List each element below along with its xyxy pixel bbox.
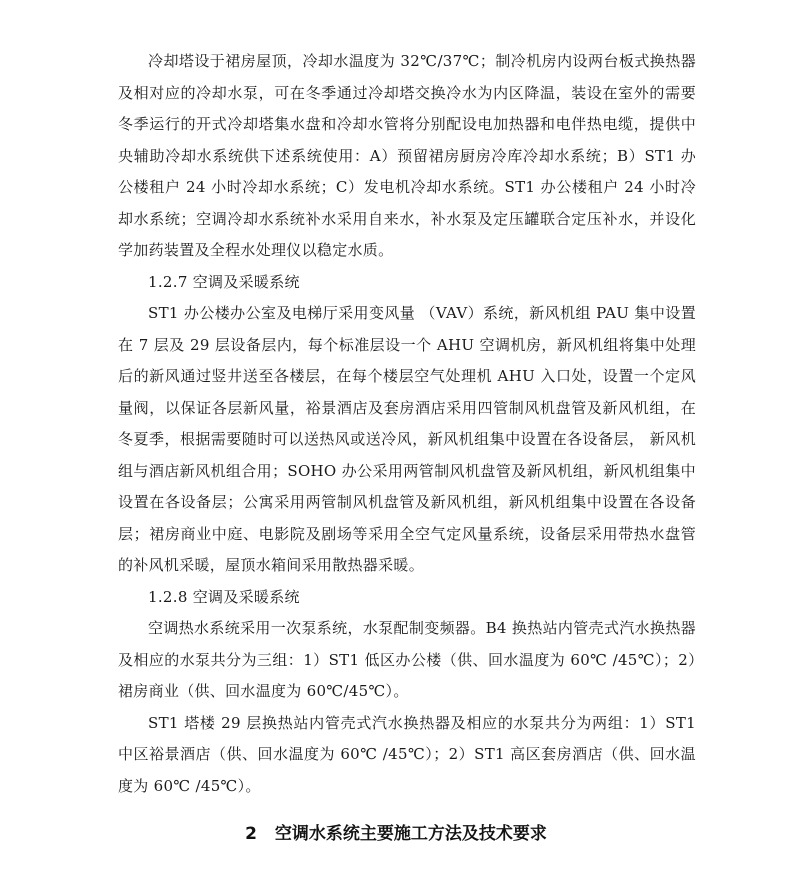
chapter-title: 空调水系统主要施工方法及技术要求 — [274, 824, 547, 844]
section-heading-1-2-7: 1.2.7 空调及采暖系统 — [148, 272, 300, 291]
paragraph-hot-water-29f: ST1 塔楼 29 层换热站内管壳式汽水换热器及相应的水泵共分为两组：1）ST1 中区裕景酒店（供、回水温度为 60℃ /45℃）；2）ST1 高区套房酒店（供、回水温度为 60℃ /45℃）。 — [118, 713, 696, 795]
paragraph-cooling-tower: 冷却塔设于裙房屋顶，冷却水温度为 32℃/37℃；制冷机房内设两台板式换热器及相对应的冷却水泵，可在冬季通过冷却塔交换冷水为内区降温，装设在室外的需要冬季运行的开式冷却塔集水盘和冷却水管将分别配设电加热器和电伴热电缆，提供中央辅助冷却水系统供下述系统使用：A）预留裙房厨房冷库冷却水系统；B）ST1 办公楼租户 24 小时冷却水系统；C）发电机冷却水系统。ST1 办公楼租户 24 小时冷却水系统；空调冷却水系统补水采用自来水，补水泵及定压罐联合定压补水，并设化学加药装置及全程水处理仪以稳定水质。 — [118, 52, 696, 259]
paragraph-hot-water-b4: 空调热水系统采用一次泵系统，水泵配制变频器。B4 换热站内管壳式汽水换热器及相应的水泵共分为三组：1）ST1 低区办公楼（供、回水温度为 60℃ /45℃）；2）裙房商业（供、回水温度为 60℃/45℃）。 — [118, 619, 696, 700]
chapter-number: 2 — [245, 824, 257, 844]
body-text — [118, 46, 696, 802]
paragraph-vav-system: ST1 办公楼办公室及电梯厅采用变风量 （VAV）系统，新风机组 PAU 集中设置在 7 层及 29 层设备层内，每个标准层设一个 AHU 空调机房，新风机组将集中处理后的新风通过竖井送至各楼层，在每个楼层空气处理机 AHU 入口处，设置一个定风量阀，以保证各层新风量，裕景酒店及套房酒店采用四管制风机盘管及新风机组，在冬夏季，根据需要随时可以送热风或送冷风，新风机组集中设置在各设备层， 新风机组与酒店新风机组合用；SOHO 办公采用两管制风机盘管及新风机组，新风机组集中设置在各设备层；公寓采用两管制风机盘管及新风机组，新风机组集中设置在各设备层；裙房商业中庭、电影院及剧场等采用全空气定风量系统，设备层采用带热水盘管的补风机采暖，屋顶水箱间采用散热器采暖。 — [118, 304, 696, 574]
chapter-heading — [0, 819, 792, 849]
section-heading-1-2-8: 1.2.8 空调及采暖系统 — [148, 587, 300, 606]
